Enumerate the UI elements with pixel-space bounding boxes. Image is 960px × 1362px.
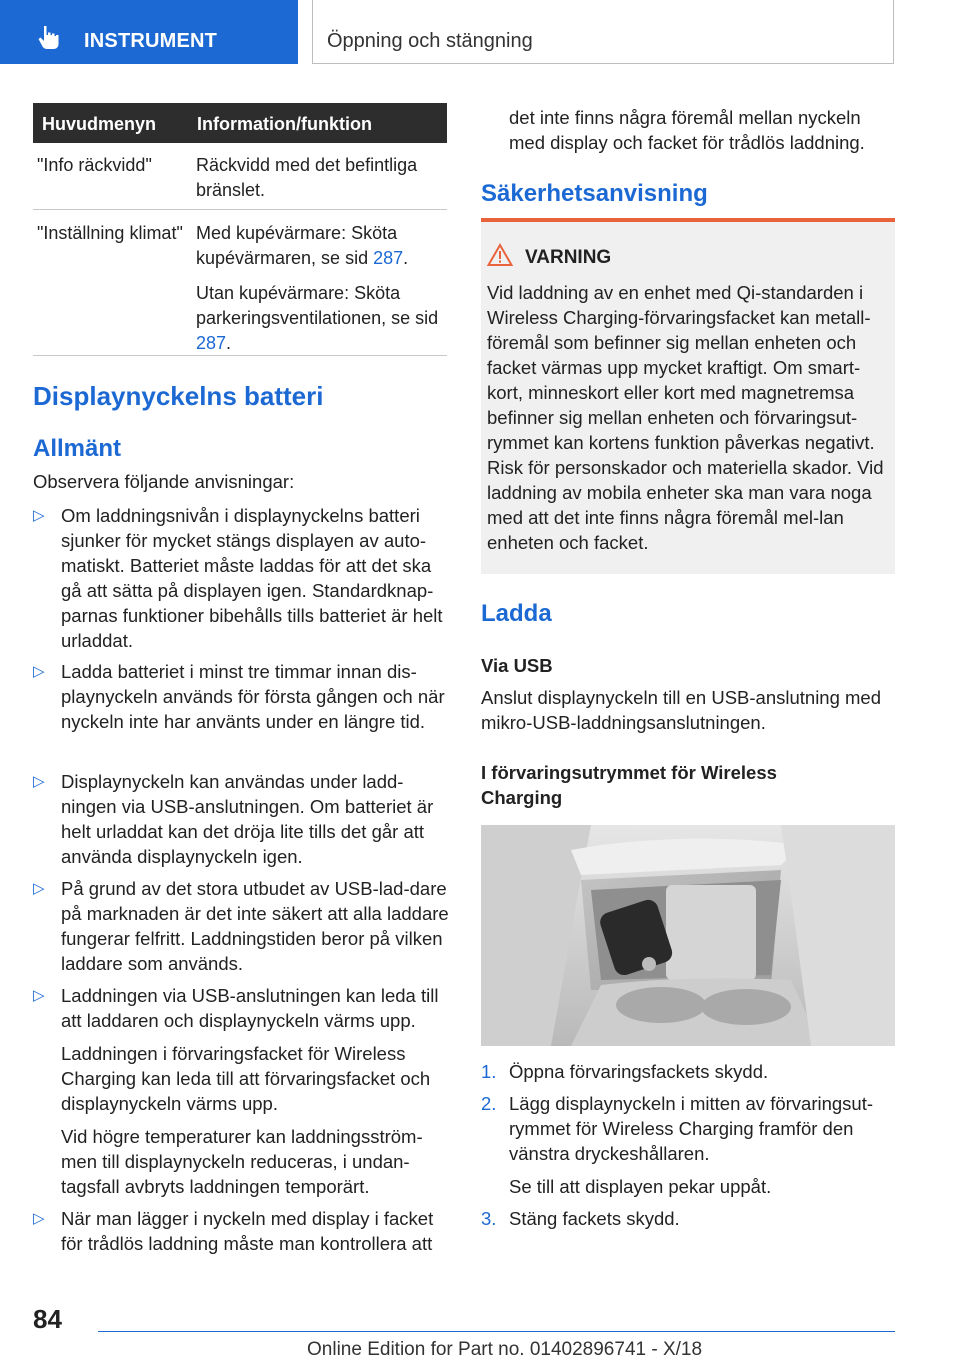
page-link[interactable]: 287: [196, 333, 227, 353]
step-number: 1.: [481, 1061, 497, 1082]
triangle-bullet-icon: ▷: [33, 1210, 45, 1227]
step-item: [481, 1206, 899, 1234]
step-text: Stäng fackets skydd.: [509, 1208, 680, 1229]
list-item: ▷ Laddningen via USB-anslutningen kan leda till att laddaren och displaynyckeln värms upp. Laddningen i förvaringsfacket för Wireless Charging kan leda till att förvaringsfacket och displaynyckeln värms upp. Vid högre temperaturer kan laddningsström-men till displaynyckeln reduceras, i undan-tagsfall avbryts laddningen temporärt.: [33, 985, 439, 1197]
list-item: ▷ Ladda batteriet i minst tre timmar innan dis-playnyckeln används för första gången och när nyckeln inte har använts under en längre tid.: [33, 661, 445, 732]
table-header-info: Information/funktion: [197, 114, 372, 134]
table-header: [33, 103, 447, 143]
list-item: ▷ När man lägger i nyckeln med display i facket för trådlös laddning måste man kontrollera att: [33, 1208, 434, 1254]
table-header-menu: Huvudmenyn: [42, 114, 157, 134]
triangle-bullet-icon: ▷: [33, 987, 45, 1004]
list-item: ▷ På grund av det stora utbudet av USB-lad-dare på marknaden är det inte säkert att alla laddare fungerar felfritt. Laddningstiden beror på vilken laddare som används.: [33, 878, 449, 974]
step-number: 3.: [481, 1208, 497, 1229]
section-title: Öppning och stängning: [327, 30, 533, 52]
table-cell-info: Utan kupévärmare: Sköta parkeringsventilationen, se sid 287.: [196, 283, 439, 353]
table-cell-info: Räckvidd med det befintliga bränslet.: [196, 155, 418, 200]
footer-divider: [98, 1331, 895, 1332]
table-cell-info: Med kupévärmare: Sköta kupévärmaren, se sid 287.: [196, 223, 409, 268]
step-item: [481, 1059, 899, 1087]
step-note: Se till att displayen pekar uppåt.: [509, 1176, 772, 1197]
heading-via-usb: Via USB: [481, 655, 553, 676]
table-row: [33, 143, 447, 210]
heading-ladda: Ladda: [481, 600, 552, 627]
wireless-charging-tray-image: [481, 825, 895, 1046]
warning-text: Vid laddning av en enhet med Qi-standarden i Wireless Charging-förvaringsfacket kan metall-föremål som befinner sig mellan enheten och facket värmas upp mycket kraftigt. Om smart-kort, minneskort eller kort med magnetremsa befinner sig mellan enheten och förvaringsut-rymmet kan kortens funktion påverkas negativt. Risk för personskador och materiella skador. Vid laddning av mobila enheter ska man vara noga med att det inte finns några föremål mel-lan enheten och facket.: [487, 282, 884, 553]
triangle-bullet-icon: ▷: [33, 880, 45, 897]
table-cell-menu: "Info räckvidd": [37, 155, 152, 175]
usb-text: Anslut displaynyckeln till en USB-anslutning med mikro-USB-laddningsanslutningen.: [481, 687, 882, 733]
table-cell-menu: "Inställning klimat": [37, 223, 183, 243]
heading-displaynyckel-batteri: Displaynyckelns batteri: [33, 381, 324, 411]
step-text: Lägg displaynyckeln i mitten av förvaringsut-rymmet för Wireless Charging framför den vänstra dryckeshållaren.: [509, 1093, 874, 1164]
hand-pointer-icon: [36, 24, 62, 50]
step-item: [481, 1091, 899, 1201]
chapter-title: INSTRUMENT: [84, 30, 218, 52]
step-text: Öppna förvaringsfackets skydd.: [509, 1061, 769, 1082]
page-number: 84: [33, 1304, 62, 1334]
bullet-continuation: det inte finns några föremål mellan nyckeln med display och facket för trådlös laddning.: [509, 107, 865, 153]
menu-table: [33, 103, 447, 356]
warning-triangle-icon: [487, 243, 513, 267]
footer-edition: Online Edition for Part no. 01402896741 - X/18: [307, 1339, 703, 1360]
intro-text: Observera följande anvisningar:: [33, 471, 295, 492]
list-item: ▷ Om laddningsnivån i displaynyckelns batteri sjunker för mycket stängs displayen av auto-matiskt. Batteriet måste laddas för att det ska gå att sätta på displayen igen. Standardknap-parnas funktioner bibehålls tills batteriet är helt urladdat.: [33, 505, 443, 651]
heading-allmant: Allmänt: [33, 435, 122, 462]
page-link[interactable]: 287: [373, 248, 404, 268]
step-number: 2.: [481, 1093, 497, 1114]
warning-title: VARNING: [525, 247, 612, 268]
triangle-bullet-icon: ▷: [33, 773, 45, 790]
triangle-bullet-icon: ▷: [33, 507, 45, 524]
table-row: [33, 210, 447, 356]
list-item: ▷ Displaynyckeln kan användas under ladd-ningen via USB-anslutningen. Om batteriet är helt urladdat kan det dröja lite tills det går att använda displaynyckeln igen.: [33, 771, 434, 867]
heading-sakerhetsanvisning: Säkerhetsanvisning: [481, 180, 708, 207]
triangle-bullet-icon: ▷: [33, 663, 45, 680]
heading-wireless-charging: I förvaringsutrymmet för Wireless Charging: [481, 762, 777, 808]
